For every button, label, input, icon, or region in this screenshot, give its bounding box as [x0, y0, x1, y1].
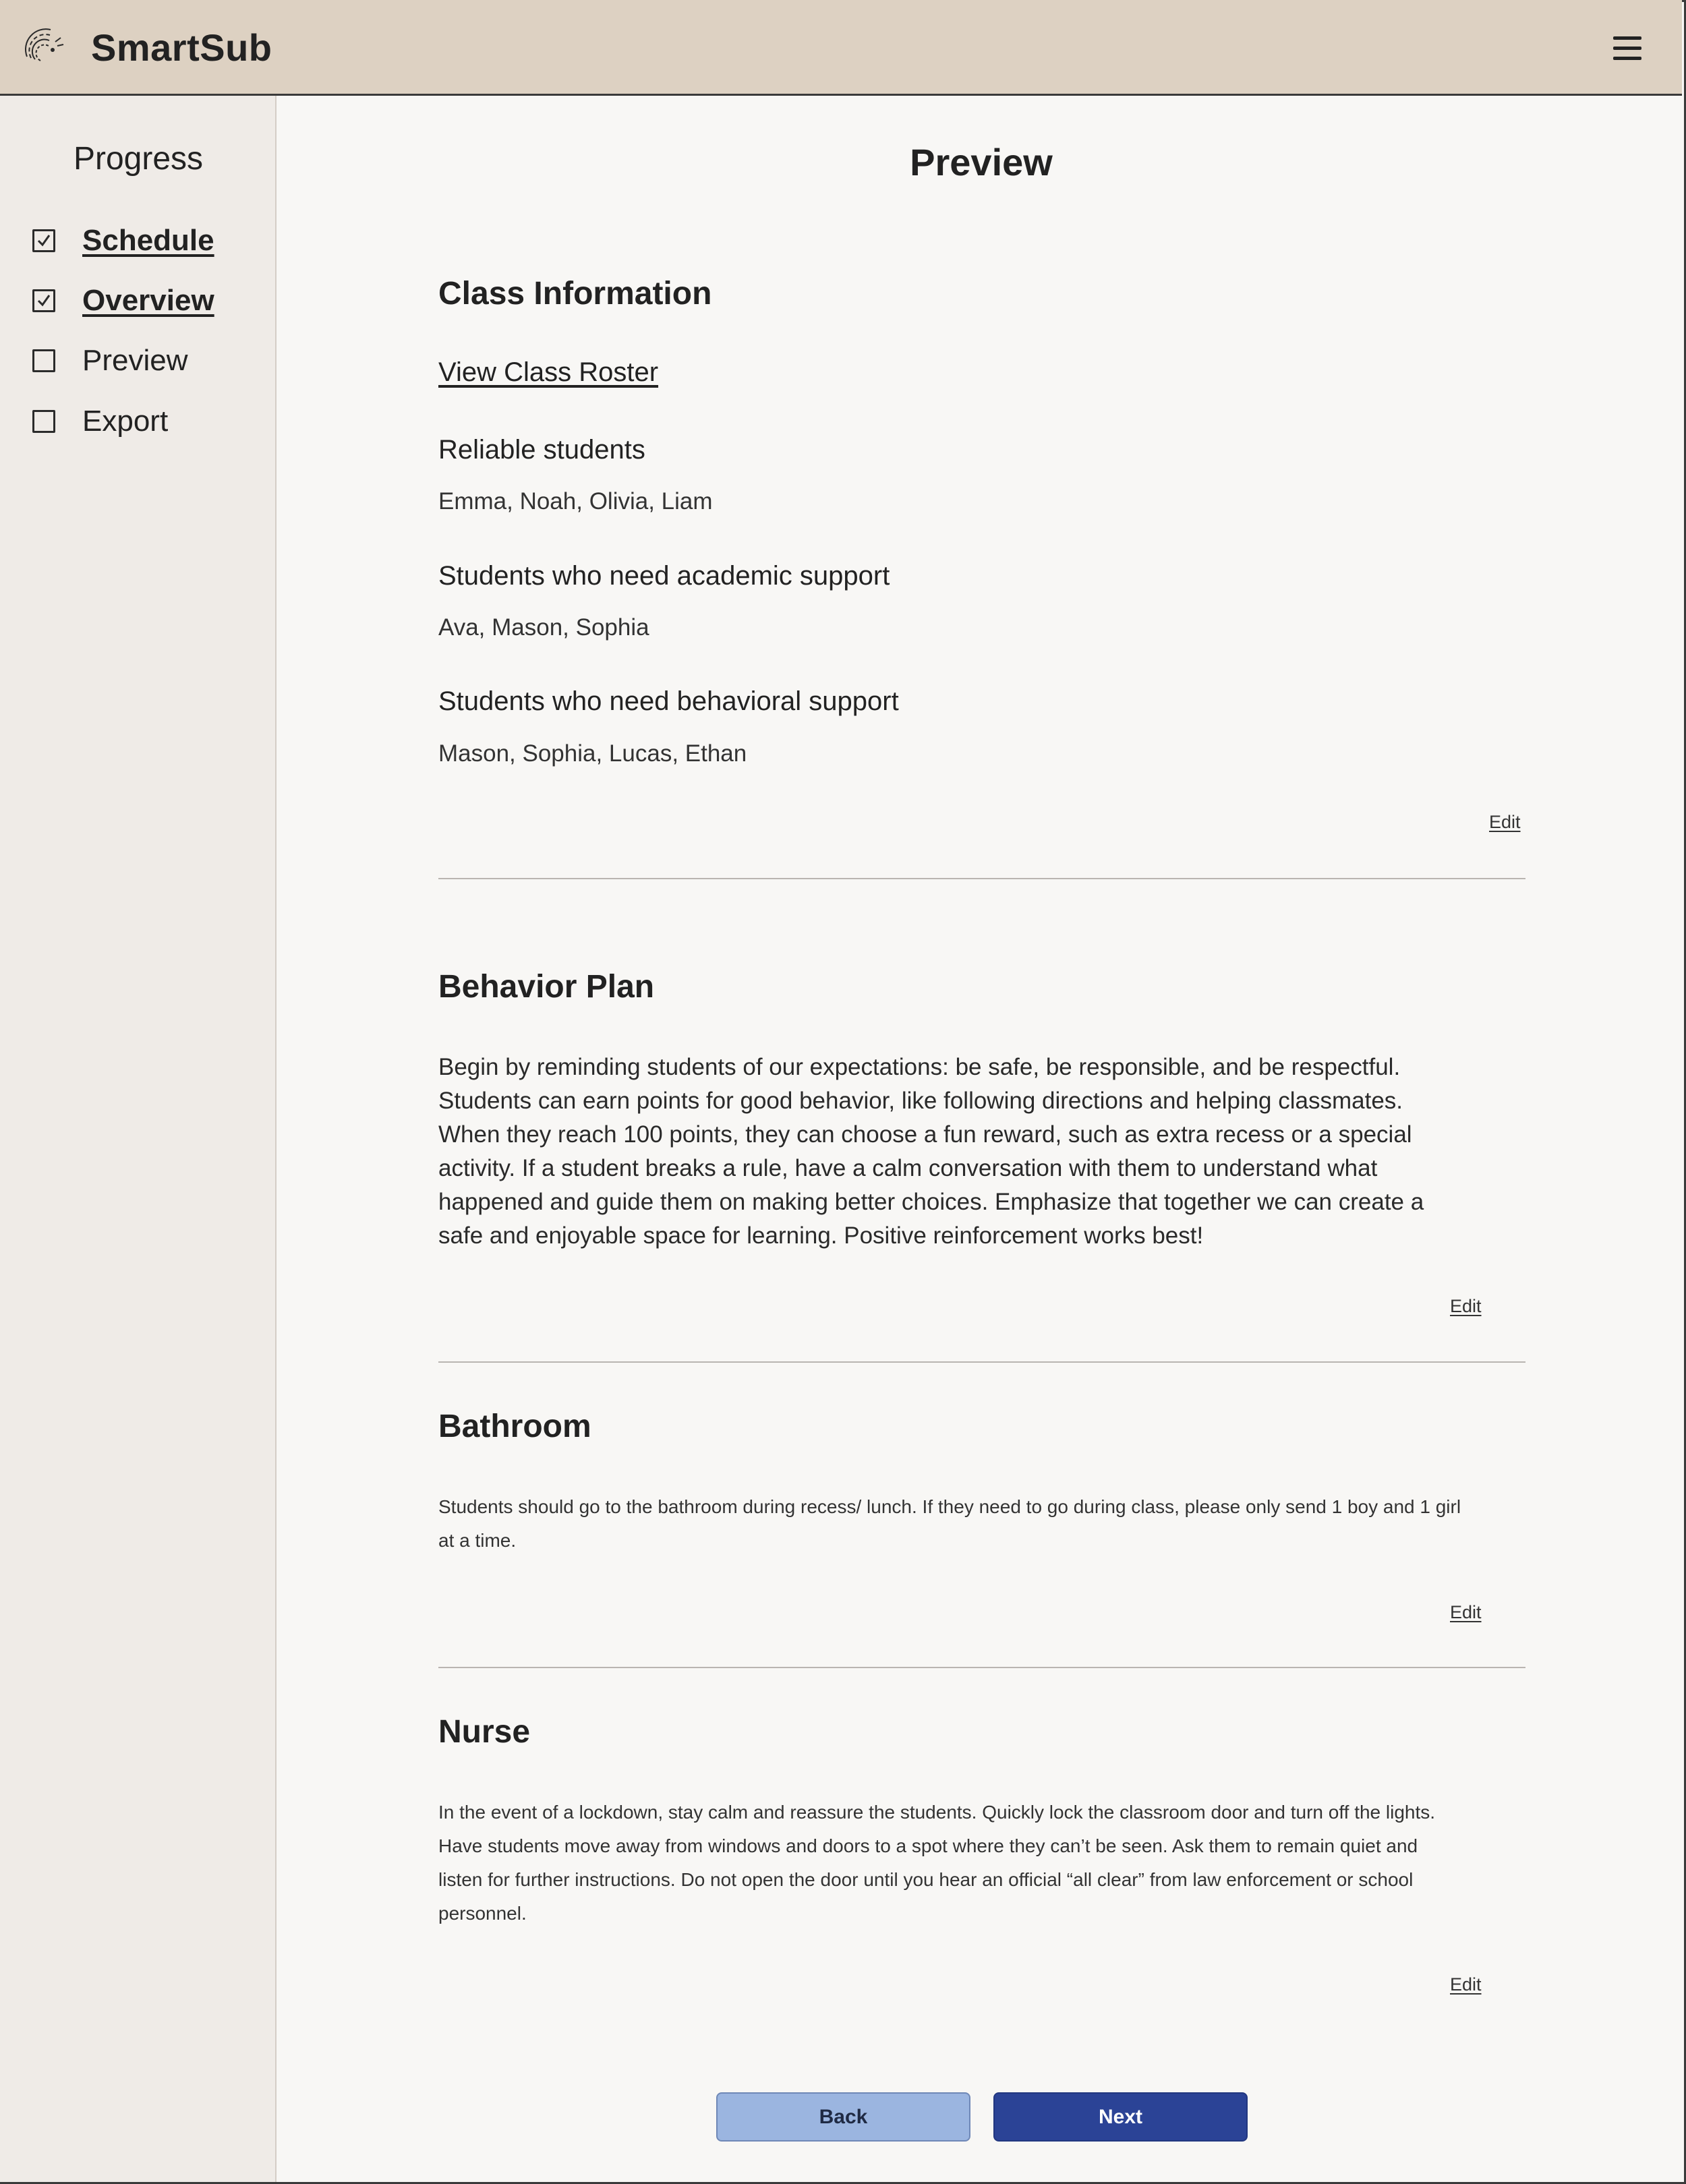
text-line: safe and enjoyable space for learning. Positive reinforcement works best! — [438, 1222, 1204, 1249]
app-title: SmartSub — [91, 26, 272, 69]
nurse-heading: Nurse — [438, 1714, 531, 1750]
behavior-plan-text — [438, 1051, 1525, 1253]
menu-icon-bar — [1613, 57, 1641, 60]
bathroom-text — [438, 1490, 1525, 1558]
nurse-text — [438, 1796, 1525, 1930]
academic-support-heading: Students who need academic support — [438, 561, 890, 591]
behavior-plan-heading: Behavior Plan — [438, 969, 655, 1005]
back-button[interactable]: Back — [716, 2092, 970, 2142]
section-divider — [438, 1667, 1525, 1668]
edit-nurse-link[interactable]: Edit — [1450, 1974, 1482, 1995]
step-schedule[interactable] — [32, 220, 214, 261]
text-line: Students should go to the bathroom during recess/ lunch. If they need to go during class, please only send 1 boy and 1 girl — [438, 1496, 1461, 1517]
checkbox-empty-icon[interactable] — [32, 410, 55, 433]
text-line: Have students move away from windows and doors to a spot where they can’t be seen. Ask them to remain quiet and — [438, 1835, 1418, 1856]
logo-icon — [20, 23, 67, 70]
text-line: happened and guide them on making better choices. Emphasize that together we can create a — [438, 1189, 1424, 1215]
edit-bathroom-link[interactable]: Edit — [1450, 1602, 1482, 1622]
behavioral-support-names: Mason, Sophia, Lucas, Ethan — [438, 740, 747, 767]
text-line: Students can earn points for good behavior, like following directions and helping classmates. — [438, 1088, 1403, 1114]
step-overview[interactable] — [32, 281, 214, 321]
step-label[interactable]: Schedule — [82, 224, 214, 257]
menu-icon-bar — [1613, 47, 1641, 50]
next-button[interactable]: Next — [993, 2092, 1248, 2142]
view-class-roster-link[interactable]: View Class Roster — [438, 357, 659, 387]
step-label[interactable]: Overview — [82, 284, 214, 317]
checkbox-checked-icon[interactable] — [32, 229, 55, 252]
text-line: at a time. — [438, 1530, 517, 1551]
academic-support-names: Ava, Mason, Sophia — [438, 614, 649, 641]
checkbox-checked-icon[interactable] — [32, 289, 55, 312]
edit-behavior-plan-link[interactable]: Edit — [1450, 1296, 1482, 1316]
text-line: Begin by reminding students of our expectations: be safe, be responsible, and be respectful. — [438, 1054, 1401, 1080]
checkbox-empty-icon[interactable] — [32, 349, 55, 372]
bathroom-heading: Bathroom — [438, 1409, 591, 1444]
step-export[interactable] — [32, 401, 168, 442]
text-line: listen for further instructions. Do not open the door until you hear an official “all clear” from law enforcement or school — [438, 1869, 1414, 1890]
section-divider — [438, 878, 1525, 879]
text-line: In the event of a lockdown, stay calm and reassure the students. Quickly lock the classroom door and turn off the lights. — [438, 1802, 1436, 1823]
menu-icon-bar — [1613, 36, 1641, 40]
class-info-heading: Class Information — [438, 276, 712, 312]
app-header — [0, 0, 1682, 96]
step-label: Preview — [82, 344, 188, 377]
reliable-students-heading: Reliable students — [438, 435, 645, 465]
edit-class-info-link[interactable]: Edit — [1489, 812, 1521, 832]
reliable-students-names: Emma, Noah, Olivia, Liam — [438, 488, 713, 514]
text-line: personnel. — [438, 1903, 527, 1924]
text-line: activity. If a student breaks a rule, have a calm conversation with them to understand what — [438, 1155, 1378, 1181]
page-title: Preview — [910, 141, 1053, 183]
section-divider — [438, 1361, 1525, 1363]
behavioral-support-heading: Students who need behavioral support — [438, 686, 899, 716]
step-preview[interactable] — [32, 341, 188, 381]
text-line: When they reach 100 points, they can choose a fun reward, such as extra recess or a special — [438, 1121, 1412, 1148]
progress-title: Progress — [73, 141, 204, 177]
hamburger-menu-button[interactable] — [1608, 32, 1648, 65]
step-label: Export — [82, 405, 169, 438]
